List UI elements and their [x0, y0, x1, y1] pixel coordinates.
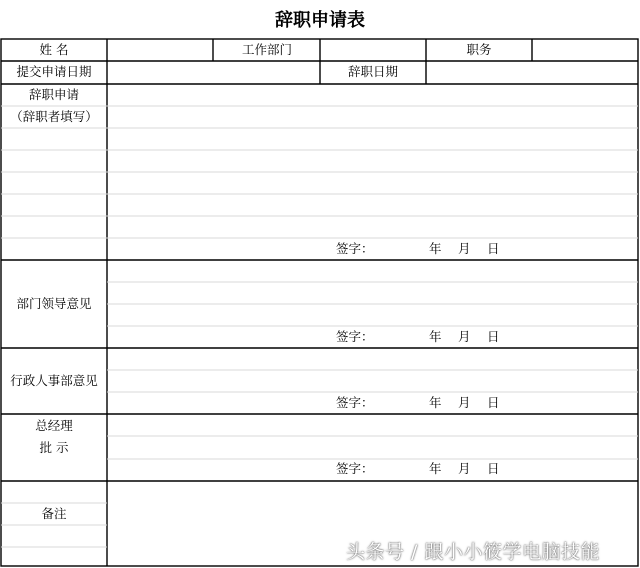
day-label: 日: [487, 395, 500, 410]
submit-date-label: 提交申请日期: [16, 64, 92, 79]
year-label: 年: [429, 395, 442, 410]
resign-date-field[interactable]: [427, 62, 637, 83]
year-label: 年: [429, 461, 442, 476]
name-label: 姓 名: [39, 42, 69, 57]
gm-instruction-label: 批 示: [39, 440, 69, 455]
day-label: 日: [487, 241, 500, 256]
form-title: 辞职申请表: [275, 10, 365, 31]
signature-label: 签字：: [336, 461, 374, 476]
signature-label: 签字：: [336, 241, 374, 256]
year-label: 年: [429, 329, 442, 344]
day-label: 日: [487, 329, 500, 344]
submit-date-field[interactable]: [108, 62, 319, 83]
remarks-field[interactable]: [108, 482, 637, 534]
watermark-text: 头条号 / 跟小小筱学电脑技能: [346, 541, 600, 563]
dept-leader-opinion-field[interactable]: [108, 261, 637, 325]
year-label: 年: [429, 241, 442, 256]
month-label: 月: [458, 241, 471, 256]
department-label: 工作部门: [241, 42, 293, 57]
month-label: 月: [458, 395, 471, 410]
month-label: 月: [458, 329, 471, 344]
gm-label: 总经理: [35, 418, 73, 433]
remarks-label: 备注: [41, 506, 67, 521]
admin-hr-opinion-field[interactable]: [108, 349, 637, 391]
position-field[interactable]: [533, 40, 637, 60]
position-label: 职务: [466, 42, 492, 57]
application-label: 辞职申请: [28, 87, 80, 102]
name-field[interactable]: [108, 40, 212, 60]
dept-leader-label: 部门领导意见: [16, 296, 92, 311]
signature-label: 签字：: [336, 329, 374, 344]
resign-date-label: 辞职日期: [347, 64, 399, 79]
month-label: 月: [458, 461, 471, 476]
application-note: （辞职者填写）: [10, 109, 98, 124]
signature-label: 签字：: [336, 395, 374, 410]
day-label: 日: [487, 461, 500, 476]
application-text-area[interactable]: [108, 85, 637, 237]
department-field[interactable]: [321, 40, 425, 60]
admin-hr-label: 行政人事部意见: [10, 373, 98, 388]
gm-instruction-field[interactable]: [108, 415, 637, 458]
